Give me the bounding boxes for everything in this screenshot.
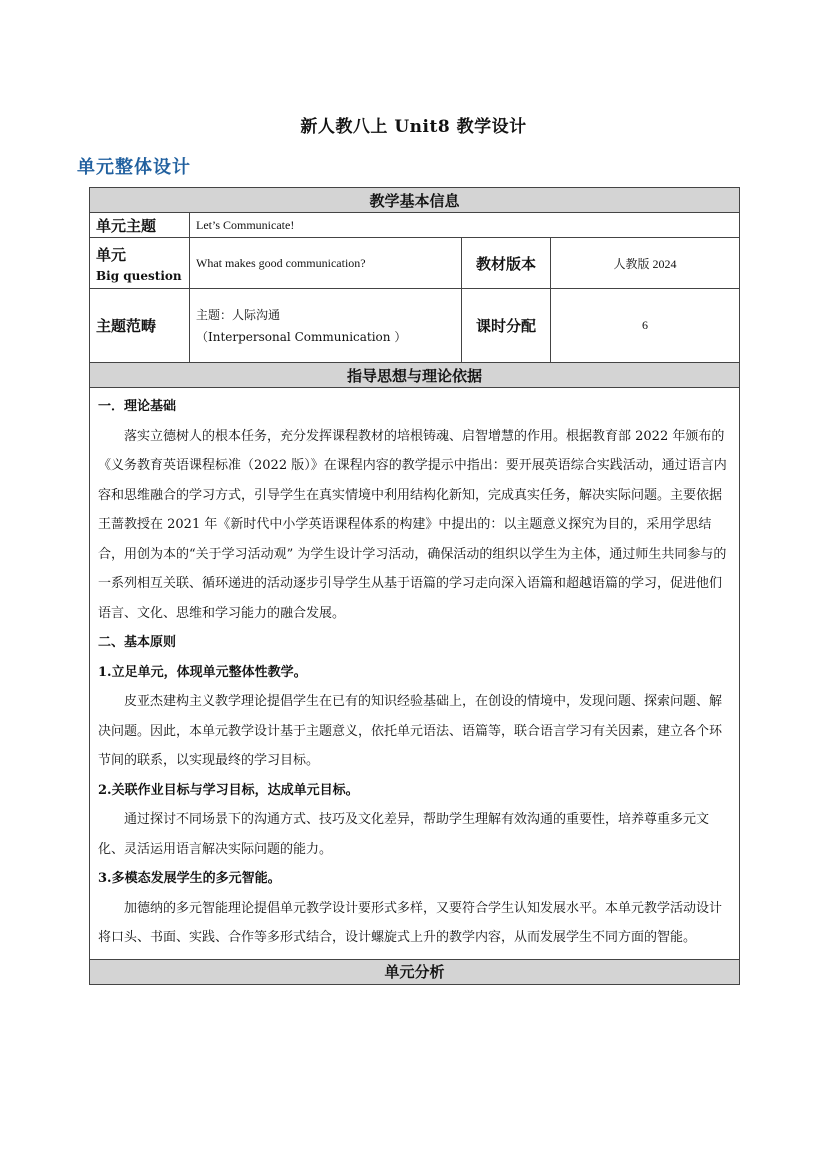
heading-principles: 二、基本原则 xyxy=(98,635,177,650)
section-heading: 单元整体设计 xyxy=(77,157,191,178)
guidance-header-row xyxy=(90,363,740,388)
theme-scope-row xyxy=(90,289,740,363)
edition-label: 教材版本 xyxy=(462,238,551,289)
theme-scope-line1: 主题：人际沟通 xyxy=(196,307,281,322)
info-table xyxy=(89,187,740,985)
unit-theme-value: Let’s Communicate! xyxy=(190,213,740,238)
lesson-label: 课时分配 xyxy=(462,289,551,363)
unit-analysis-header-row xyxy=(90,959,740,984)
big-question-label-line1: 单元 xyxy=(96,245,127,264)
theme-scope-value xyxy=(190,289,462,363)
big-question-label-line2: Big question xyxy=(96,268,182,283)
principle-2-text: 通过探讨不同场景下的沟通方式、技巧及文化差异，帮助学生理解有效沟通的重要性，培养尊重多元文化、灵活运用语言解决实际问题的能力。 xyxy=(98,812,710,857)
unit-analysis-header: 单元分析 xyxy=(90,959,740,984)
big-question-row xyxy=(90,238,740,289)
unit-theme-label: 单元主题 xyxy=(90,213,190,238)
principle-2-title: 2.关联作业目标与学习目标，达成单元目标。 xyxy=(98,782,359,798)
edition-value: 人教版 2024 xyxy=(551,238,740,289)
basic-info-header-row xyxy=(90,188,740,213)
theme-scope-line2: （Interpersonal Communication ） xyxy=(196,329,407,344)
unit-theme-row xyxy=(90,213,740,238)
paragraph-theory: 落实立德树人的根本任务，充分发挥课程教材的培根铸魂、启智增慧的作用。根据教育部 2022 年颁布的《义务教育英语课程标准（2022 版）》在课程内容的教学提示中指出：要开展英语综合实践活动，通过语言内容和思维融合的学习方式，引导学生在真实情境中利用结构化新知，完成真实任务，解决实际问题。主要依据王蔷教授在 2021 年《新时代中小学英语课程体系的构建》中提出的：以主题意义探究为目的，采用学思结合，用创为本的“关于学习活动观” 为学生设计学习活动，确保活动的组织以学生为主体，通过师生共同参与的一系列相互关联、循环递进的活动逐步引导学生从基于语篇的学习走向深入语篇和超越语篇的学习，促进他们语言、文化、思维和学习能力的融合发展。 xyxy=(98,428,727,621)
basic-info-header: 教学基本信息 xyxy=(90,188,740,213)
big-question-label xyxy=(90,238,190,289)
theme-scope-label: 主题范畴 xyxy=(90,289,190,363)
principle-1-title: 1.立足单元，体现单元整体性教学。 xyxy=(98,664,307,680)
guidance-content xyxy=(90,388,740,960)
principle-1-text: 皮亚杰建构主义教学理论提倡学生在已有的知识经验基础上，在创设的情境中，发现问题、探索问题、解决问题。因此，本单元教学设计基于主题意义，依托单元语法、语篇等，联合语言学习有关因素，建立各个环节间的联系，以实现最终的学习目标。 xyxy=(98,694,723,768)
lesson-value: 6 xyxy=(551,289,740,363)
document-title: 新人教八上 Unit8 教学设计 xyxy=(300,117,527,137)
principle-3-text: 加德纳的多元智能理论提倡单元教学设计要形式多样，又要符合学生认知发展水平。本单元教学活动设计将口头、书面、实践、合作等多形式结合，设计螺旋式上升的教学内容，从而发展学生不同方面的智能。 xyxy=(98,900,723,945)
principle-3-title: 3.多模态发展学生的多元智能。 xyxy=(98,871,281,886)
guidance-content-row xyxy=(90,388,740,960)
heading-theory: 一．理论基础 xyxy=(98,399,177,414)
guidance-header: 指导思想与理论依据 xyxy=(90,363,740,388)
big-question-value: What makes good communication? xyxy=(190,238,462,289)
